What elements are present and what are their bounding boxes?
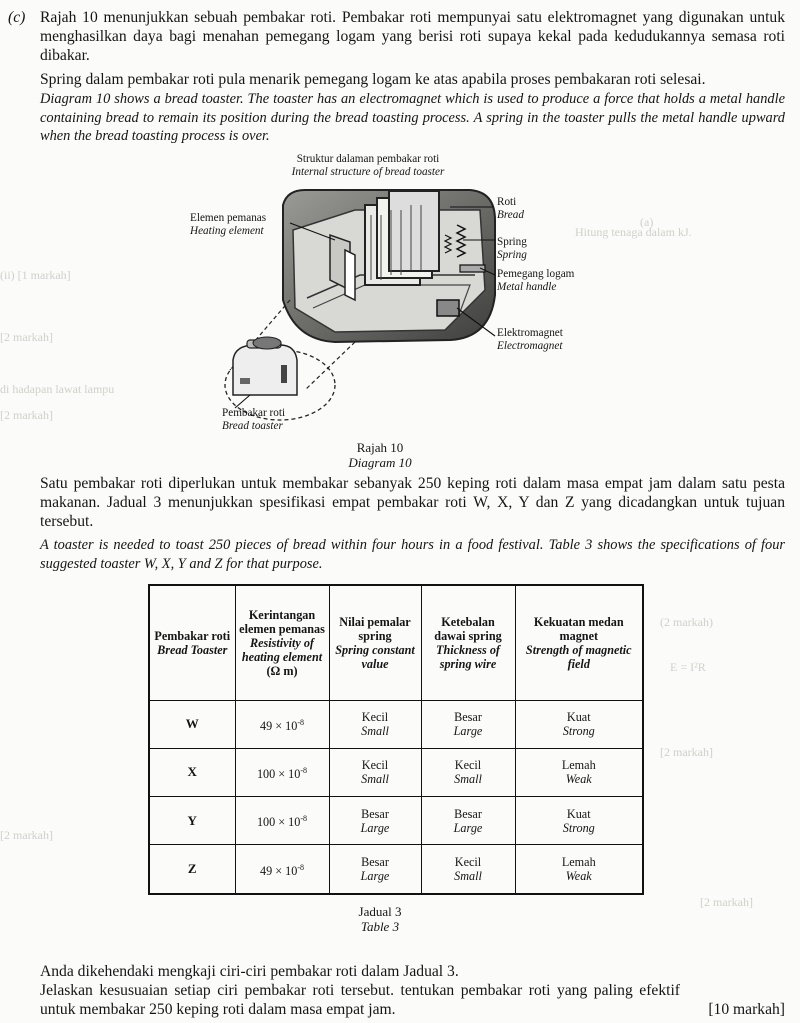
intro-english: Diagram 10 shows a bread toaster. The toaster has an electromagnet which is used to produce a force that holds a metal handle containing bread to remain its position during the bread toasting process. A spring in the toaster pulls the metal handle upward when the bread toasting process is over. — [40, 91, 785, 144]
header-resistivity: Kerintangan elemen pemanas Resistivity of heating element (Ω m) — [235, 585, 329, 700]
label-bread-toaster: Pembakar roti Bread toaster — [222, 407, 286, 432]
internal-view — [283, 190, 495, 342]
diagram-caption: Rajah 10 Diagram 10 — [348, 440, 412, 470]
final-instruction-2: Jelaskan kesusuaian setiap ciri pembakar roti tersebut. tentukan pembakar roti yang paling efektif untuk membakar 250 keping roti dalam masa empat jam. — [40, 982, 680, 1018]
table-row: W $49 \times 10^{-8}$ Kecil Small Besar Large Kuat Strong — [149, 700, 643, 748]
intro-malay-2: Spring dalam pembakar roti pula menarik pemegang logam ke atas apabila proses pembakaran roti selesai. — [40, 71, 706, 88]
final-instruction-1: Anda dikehendaki mengkaji ciri-ciri pembakar roti dalam Jadual 3. — [40, 963, 459, 980]
table-caption: Jadual 3 Table 3 — [358, 904, 402, 934]
label-spring: Spring Spring — [497, 236, 527, 261]
marks: [10 markah] — [708, 1001, 785, 1018]
table-row: Y $100 \times 10^{-8}$ Besar Large Besar Large Kuat Strong — [149, 797, 643, 845]
header-toaster: Pembakar roti Bread Toaster — [149, 585, 235, 700]
task-english: A toaster is needed to toast 250 pieces of bread within four hours in a food festival. Table 3 shows the specifications of four suggested toaster W, X, Y and Z for that purpose. — [40, 537, 785, 572]
spec-table — [148, 584, 644, 895]
question-label: (c) — [8, 9, 26, 26]
header-wire-thickness: Ketebalan dawai spring Thickness of spring wire — [421, 585, 515, 700]
label-heating-element: Elemen pemanas Heating element — [190, 212, 267, 237]
header-spring-constant: Nilai pemalar spring Spring constant value — [329, 585, 421, 700]
label-metal-handle: Pemegang logam Metal handle — [497, 268, 575, 293]
intro-malay: Rajah 10 menunjukkan sebuah pembakar roti. Pembakar roti mempunyai satu elektromagnet yang digunakan untuk menghasilkan daya bagi menahan pemegang logam yang berisi roti supaya kekal pada kedudukannya semasa roti dibakar. — [40, 9, 785, 64]
table-header-row — [149, 585, 643, 700]
label-bread: Roti Bread — [497, 196, 524, 221]
table-row: X $100 \times 10^{-8}$ Kecil Small Kecil Small Lemah Weak — [149, 748, 643, 796]
diagram-title: Struktur dalaman pembakar roti Internal structure of bread toaster — [291, 153, 445, 178]
task-malay: Satu pembakar roti diperlukan untuk membakar sebanyak 250 keping roti dalam masa empat jam dalam satu pesta makanan. Jadual 3 menunjukkan spesifikasi empat pembakar roti W, X, Y dan Z yang dicadangkan untuk tujuan tersebut. — [40, 475, 785, 530]
header-magnetic-field: Kekuatan medan magnet Strength of magnetic field — [515, 585, 643, 700]
label-electromagnet: Elektromagnet Electromagnet — [497, 327, 563, 352]
table-row: Z $49 \times 10^{-8}$ Besar Large Kecil Small Lemah Weak — [149, 845, 643, 894]
